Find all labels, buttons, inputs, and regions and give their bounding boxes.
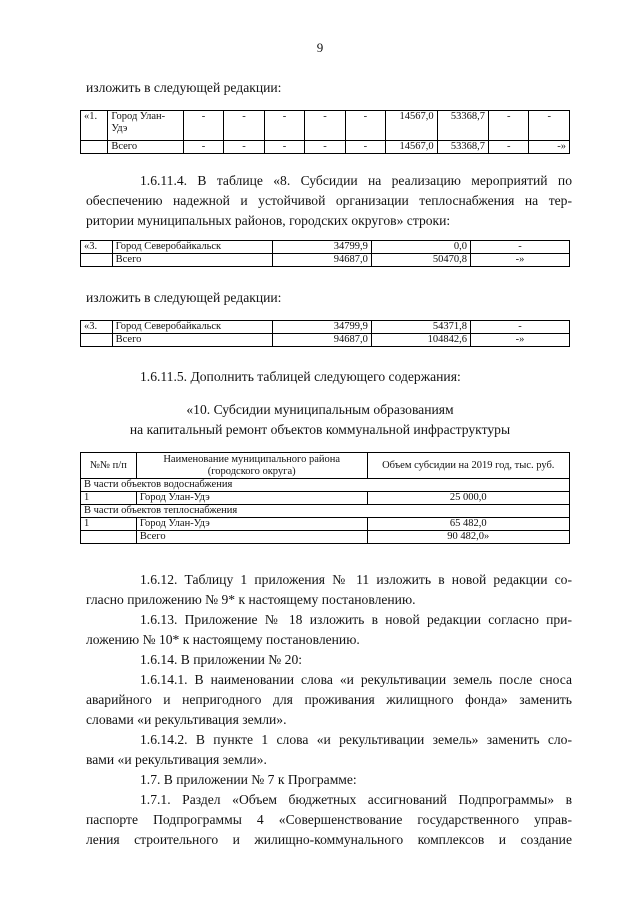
paragraph-1-6-12-line2: гласно приложению № 9* к настоящему постановлению.: [86, 592, 416, 607]
paragraph-1-6-11-5: 1.6.11.5. Дополнить таблицей следующего содержания:: [140, 369, 461, 384]
column-header: №№ п/п: [81, 453, 137, 479]
table-total-row: Всего 90 482,0»: [81, 531, 570, 544]
paragraph-1-7-1-line3: ления строительного и жилищно-коммунального комплексов и создание: [86, 832, 572, 847]
intro-text-2: изложить в следующей редакции:: [86, 290, 282, 305]
table-4: [80, 452, 570, 544]
table-10-title-line2: на капитальный ремонт объектов коммунальной инфраструктуры: [129, 422, 511, 437]
table-header-row: [81, 453, 570, 479]
column-header: Объем субсидии на 2019 год, тыс. руб.: [367, 453, 570, 479]
paragraph-1-6-11-4-line2: обеспечению надежной и устойчивой организации теплоснабжения на тер-: [86, 193, 572, 208]
intro-text-1: изложить в следующей редакции:: [86, 80, 282, 95]
paragraph-1-6-11-4-line1: 1.6.11.4. В таблице «8. Субсидии на реализацию мероприятий по: [140, 173, 572, 188]
paragraph-1-6-14-2-line1: 1.6.14.2. В пункте 1 слова «и рекультивации земель» заменить сло-: [140, 732, 572, 747]
table-3: [80, 320, 570, 347]
paragraph-1-7-1-line2: паспорте Подпрограммы 4 «Совершенствование государственного управ-: [86, 812, 572, 827]
paragraph-1-6-13-line1: 1.6.13. Приложение № 18 изложить в новой редакции согласно при-: [140, 612, 572, 627]
table-section-row: В части объектов теплоснабжения: [81, 505, 570, 518]
paragraph-1-6-12-line1: 1.6.12. Таблицу 1 приложения № 11 изложить в новой редакции со-: [140, 572, 572, 587]
paragraph-1-6-11-4-line3: ритории муниципальных районов, городских округов» строки:: [86, 213, 451, 228]
table-2: [80, 240, 570, 267]
table-row: 1 Город Улан-Удэ 25 000,0: [81, 492, 570, 505]
table-row: Всего - - - - - 14567,0 53368,7 - -»: [81, 141, 570, 154]
column-header: Наименование муниципального района (городского округа): [136, 453, 367, 479]
table-1: [80, 110, 570, 154]
table-row: «1. Город Улан-Удэ - - - - - 14567,0 53368,7 - -: [81, 111, 570, 141]
page-number: 9: [316, 40, 324, 55]
table-section-row: В части объектов водоснабжения: [81, 479, 570, 492]
paragraph-1-7-1-line1: 1.7.1. Раздел «Объем бюджетных ассигнований Подпрограммы» в: [140, 792, 572, 807]
table-10-title-line1: «10. Субсидии муниципальным образованиям: [186, 402, 454, 417]
paragraph-1-6-14-1-line3: словами «и рекультивация земли».: [86, 712, 287, 727]
paragraph-1-6-14-1-line1: 1.6.14.1. В наименовании слова «и рекультивации земель после сноса: [140, 672, 572, 687]
paragraph-1-6-13-line2: ложению № 10* к настоящему постановлению.: [86, 632, 360, 647]
table-row: Всего 94687,0 104842,6 -»: [81, 334, 570, 347]
paragraph-1-7: 1.7. В приложении № 7 к Программе:: [140, 772, 357, 787]
table-row: «3. Город Северобайкальск 34799,9 0,0 -: [81, 241, 570, 254]
paragraph-1-6-14-2-line2: вами «и рекультивация земли».: [86, 752, 267, 767]
paragraph-1-6-14-1-line2: аварийного и непригодного для проживания жилищного фонда» заменить: [86, 692, 572, 707]
table-row: «3. Город Северобайкальск 34799,9 54371,8 -: [81, 321, 570, 334]
table-row: 1 Город Улан-Удэ 65 482,0: [81, 518, 570, 531]
paragraph-1-6-14: 1.6.14. В приложении № 20:: [140, 652, 303, 667]
table-row: Всего 94687,0 50470,8 -»: [81, 254, 570, 267]
